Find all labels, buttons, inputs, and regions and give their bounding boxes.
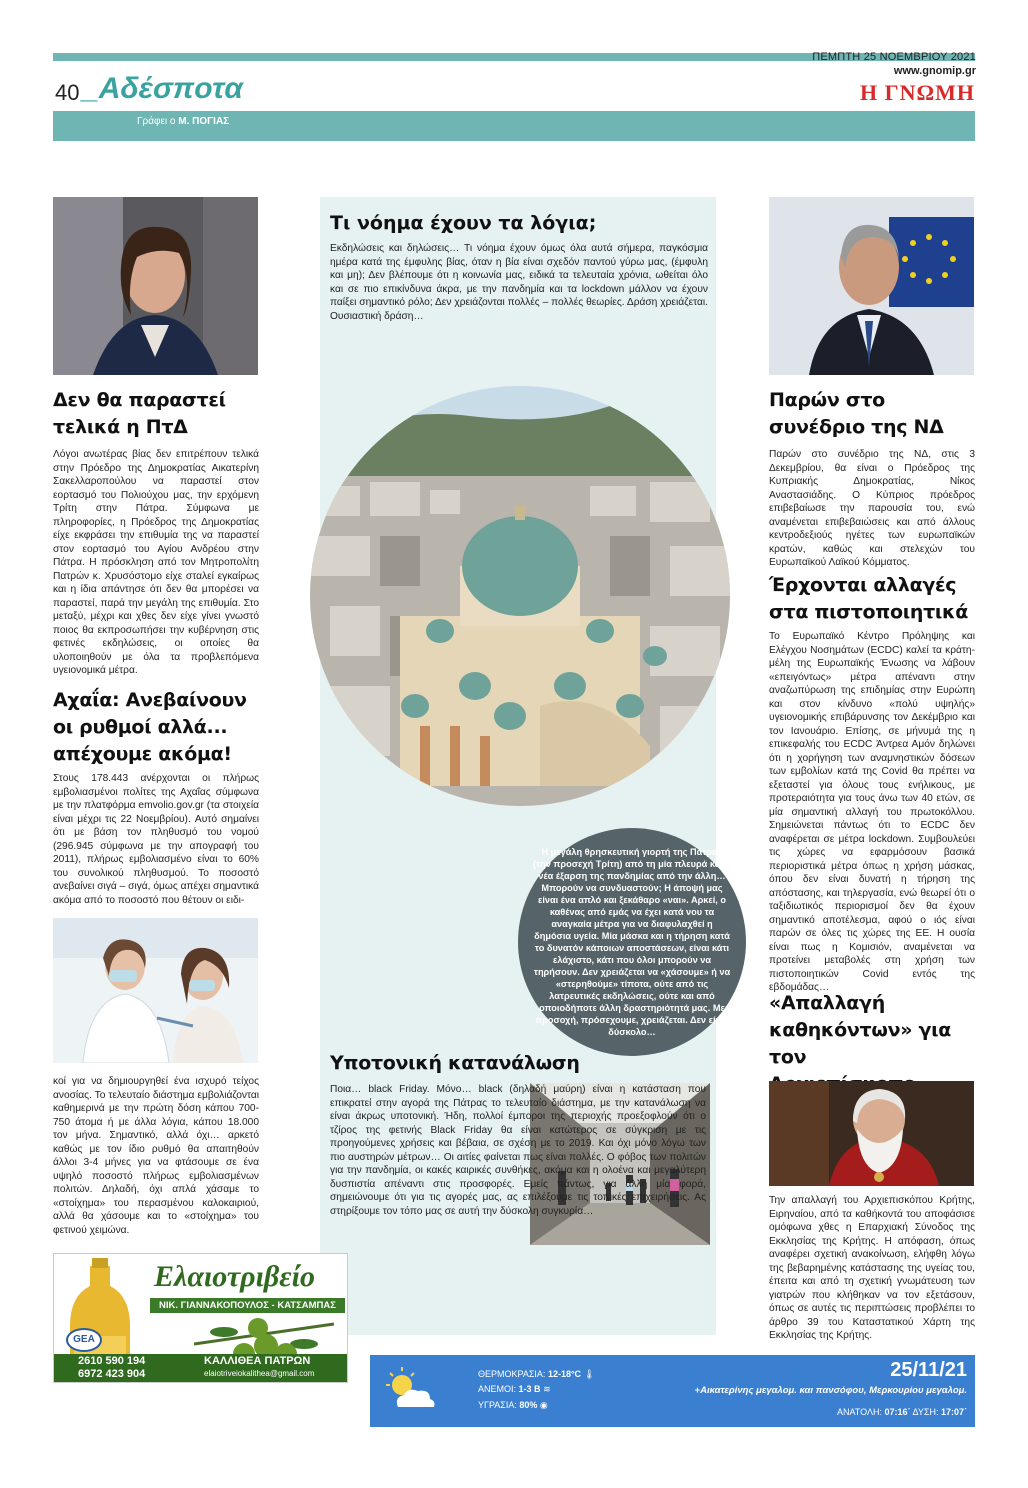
byline-author: Μ. ΠΟΓΙΑΣ bbox=[178, 116, 230, 127]
wind-label: ΑΝΕΜΟΙ: bbox=[478, 1384, 517, 1394]
headline-line: καθηκόντων» για τον bbox=[769, 1019, 951, 1068]
article-congress-headline bbox=[769, 387, 979, 441]
headline-line: Δεν θα παραστεί bbox=[53, 389, 226, 411]
article-achaia-headline bbox=[53, 687, 268, 768]
article-consumption-body: Ποια… black Friday. Μόνο… black (δηλαδή μαύρη) είναι η κατάσταση που επικρατεί στην αγορά της Πάτρας το τελευταίο διάστημα, με την κατανάλωση να είναι άκρως υποτονική. Ήδη, πολλοί έμποροι της περιοχής προεξοφλούν ότι ο τζίρος της φετινής Black Friday θα είναι κατώτερος σε σύγκριση με τις προηγούμενες χρήσεις και βέβαια, σε σχέση με το 2019. Και όχι μόνο λόγω των πιο αυστηρών μέτρων… Οι αιτίες φαίνεται πως είναι πολλές. Ο φόβος των πολιτών για την πανδημία, οι κακές καιρικές συνθήκες, ακόμα και η ολοένα και μεγαλύτερη δυσπιστία απέναντι στις προσφορές. Εμείς πάντως, για άλλη μία φορά, σημειώνουμε ότι για τις αγορές μας, ας επιλέξουμε τις τοπικές επιχειρήσεις. Ας στηρίξουμε τον τόπο μας σε αυτή την δύσκολη συγκυρία… bbox=[330, 1084, 706, 1217]
ad-owners: ΝΙΚ. ΓΙΑΝΝΑΚΟΠΟΥΛΟΣ - ΚΑΤΣΑΜΠΑΣ bbox=[150, 1298, 345, 1313]
ad-email[interactable]: elaiotriveiokalithea@gmail.com bbox=[204, 1369, 315, 1378]
humidity-label: ΥΓΡΑΣΙΑ: bbox=[478, 1400, 517, 1410]
headline-line: «Απαλλαγή bbox=[769, 992, 885, 1014]
headline-line: οι ρυθμοί αλλά... bbox=[53, 716, 228, 738]
article-certificates-body: Το Ευρωπαϊκό Κέντρο Πρόληψης και Ελέγχου Νοσημάτων (ECDC) καλεί τα κράτη-μέλη της Ευρωπαϊκής Ένωσης να λάβουν «επειγόντως» μέτρα απέναντι στην αναζωπύρωση της επιδημίας στην Ευρώπη και στον κίνδυνο «πολύ υψηλής» υγειονομικής επιβάρυνσης τον Δεκέμβριο και τον Ιανουάριο. Επίσης, σε μήνυμά της η επικεφαλής του ECDC Άντρεα Αμόν δηλώνει ότι η χορήγηση των αναμνηστικών δόσεων των εμβολίων κατά της Covid θα πρέπει να εξεταστεί για όλους τους ενήλικους, με προτεραιότητα για τους άνω των 40 ετών, σε μία σημαντική αλλαγή του πρωτοκόλλου. Σημειώνεται πάντως ότι το ECDC δεν αναφέρεται σε μέτρα lockdown. Συμβουλεύει τις χώρες να εφαρμόσουν βασικά περιοριστικά μέτρα όπως η χρήση μάσκας, όπου δεν είναι δυνατή η τήρηση της απόστασης, και τηλεργασία, ενώ θεωρεί ότι ο ταξιδιωτικός περιορισμοί δεν θα έχουν σημαντικό αποτέλεσμα, αφού ο ιός είναι παρών σε όλες τις χώρες της ΕΕ. Η ουσία είναι πως η Κομισιόν, αναμένεται να προτείνει μεταβολές στη χρήση των πιστοποιητικών Covid εντός της εβδομάδας… bbox=[769, 631, 975, 993]
weather-temperature bbox=[478, 1369, 595, 1380]
sun-times bbox=[837, 1407, 967, 1417]
vaccination-photo bbox=[53, 918, 258, 1063]
article-achaia-body-part2: κοί για να δημιουργηθεί ένα ισχυρό τείχος ανοσίας. Το τελευταίο διάστημα εμβολιάζονται καθημερινά με την πρώτη δόση κάπου 700-750 άτομα ή με άλλα λόγια, κάπου 18.000 τον μήνα. Σημαντικό, αλλά όχι… αρκετό καθώς με τον ίδιο ρυθμό θα απαιτηθούν άλλοι 3-4 μήνες για να φτάσουμε σε ένα υψηλό ποσοστό πλήρως εμβολιασμένων πολιτών. Δηλαδή, όχι απλά χάσαμε το «στοίχημα» του περασμένου καλοκαιριού, αλλά θα χάσουμε και το «στοίχημα» του φετινού χειμώνα. bbox=[53, 1076, 259, 1236]
sunset-label: ΔΥΣΗ: bbox=[912, 1407, 939, 1417]
temp-value: 12-18°C bbox=[547, 1369, 582, 1379]
partly-cloudy-icon bbox=[380, 1365, 440, 1415]
ad-contact-box bbox=[54, 1354, 347, 1382]
archbishop-photo bbox=[769, 1081, 974, 1186]
article-words-body: Εκδηλώσεις και δηλώσεις… Τι νόημα έχουν όμως όλα αυτά σήμερα, παγκόσμια ημέρα κατά της έμφυλης βίας, όταν η βία είναι σχεδόν παντού γύρω μας, (έμφυλη και μη); Δεν βλέπουμε ότι η κοινωνία μας, ειδικά τα τελευταία χρόνια, ωθείται όλο και σε πιο επικίνδυνα άκρα, με την πανδημία και τα lockdown μάλλον να έχουν παίξει σημαντικό ρόλο; Δεν χρειάζονται πολλές – πολλές θεωρίες. Δράση χρειάζεται. Ουσιαστική δράση… bbox=[330, 243, 708, 322]
sunrise-label: ΑΝΑΤΟΛΗ: bbox=[836, 1407, 882, 1417]
humidity-icon: ◉ bbox=[539, 1400, 548, 1410]
headline-line: στα πιστοποιητικά bbox=[769, 601, 968, 623]
weather-humidity bbox=[478, 1400, 548, 1411]
gea-badge bbox=[66, 1328, 102, 1352]
byline-prefix: Γράφει ο bbox=[137, 116, 176, 127]
headline-line: συνέδριο της ΝΔ bbox=[769, 416, 944, 438]
ad-brand: Ελαιοτριβείο bbox=[154, 1260, 315, 1293]
headline-line: Παρών στο bbox=[769, 389, 885, 411]
weather-date: 25/11/21 bbox=[890, 1359, 967, 1381]
editorial-bubble bbox=[518, 828, 746, 1056]
section-title-text: Αδέσποτα bbox=[98, 72, 243, 105]
president-photo bbox=[53, 197, 258, 375]
humidity-value: 80% bbox=[519, 1400, 538, 1410]
temp-label: ΘΕΡΜΟΚΡΑΣΙΑ: bbox=[478, 1369, 546, 1379]
olive-mill-advertisement[interactable] bbox=[53, 1253, 348, 1383]
headline-line: Έρχονται αλλαγές bbox=[769, 574, 957, 596]
name-days: +Αικατερίνης μεγαλομ. και πανσόφου, Μερκουρίου μεγαλομ. bbox=[694, 1385, 967, 1396]
wind-icon: ≋ bbox=[543, 1384, 551, 1394]
section-title: _Αδέσποτα bbox=[82, 72, 243, 105]
ad-location: ΚΑΛΛΙΘΕΑ ΠΑΤΡΩΝ bbox=[204, 1355, 311, 1367]
weather-box bbox=[370, 1355, 975, 1427]
article-consumption-headline: Υποτονική κατανάλωση bbox=[330, 1052, 580, 1074]
page-number: 40 bbox=[55, 80, 80, 105]
newspaper-logo: Η ΓΝΩΜΗ bbox=[860, 80, 975, 105]
anastasiades-photo bbox=[769, 197, 974, 375]
article-congress-body: Παρών στο συνέδριο της ΝΔ, στις 3 Δεκεμβρίου, θα είναι ο Πρόεδρος της Κυπριακής Δημοκρατίας, Νίκος Αναστασιάδης. Ο Κύπριος πρόεδρος επιβεβαίωσε την παρουσία του, ενώ αναμένεται επιβεβαιώσεις και από άλλους κεντροδεξιούς ηγέτες των ευρωπαϊκών κρατών, καθώς και στελεχών του Ευρωπαϊκού Λαϊκού Κόμματος. bbox=[769, 449, 975, 568]
article-certificates-headline bbox=[769, 572, 984, 626]
wind-value: 1-3 Β bbox=[518, 1384, 541, 1394]
byline bbox=[137, 116, 229, 127]
bubble-text: Η μεγάλη θρησκευτική γιορτή της Πάτρας (την προσεχή Τρίτη) από τη μία πλευρά και η νέα έξαρση της πανδημίας από την άλλη… Μπορούν να συνδυαστούν; Η άποψή μας είναι ένα απλό και ξεκάθαρο «ναι». Αρκεί, ο καθένας από εμάς να έχει κατά νου τα αναγκαία μέτρα για να διαφυλαχθεί η δημόσια υγεία. Μία μάσκα και η τήρηση κατά το δυνατόν κάποιων αποστάσεων, είναι κάτι ελάχιστο, κάτι που όλοι μπορούν να τηρήσουν. Δεν χρειάζεται να «χάσουμε» ή να «στερηθούμε» τίποτα, ούτε από τις λατρευτικές εκδηλώσεις, ούτε και από οποιοδήποτε άλλη δραστηριότητά μας. Με προσοχή, πρόσεχουμε, χρειάζεται. Δεν είναι δύσκολο… bbox=[532, 847, 732, 1037]
sunrise-value: 07:16΄ bbox=[884, 1407, 911, 1417]
article-words-headline: Τι νόημα έχουν τα λόγια; bbox=[330, 212, 597, 234]
gea-badge-text: GEA bbox=[73, 1334, 95, 1345]
cathedral-photo bbox=[310, 386, 730, 806]
headline-line: απέχουμε ακόμα! bbox=[53, 743, 232, 765]
article-ptd-body: Λόγοι ανωτέρας βίας δεν επιτρέπουν τελικά στην Πρόεδρο της Δημοκρατίας Αικατερίνη Σακελλαροπούλου να παραστεί στον εορτασμό του Πολιούχου μας, την ερχόμενη Τρίτη στην Πάτρα. Σύμφωνα με πληροφορίες, η Πρόεδρος της Δημοκρατίας είχε εκφράσει την επιθυμία της να παραστεί στον εορτασμό του Αγίου Ανδρέου στην Πάτρα. Η πρόσκληση από τον Μητροπολίτη Πατρών κ. Χρυσόστομο είχε σταλεί εγκαίρως και η ίδια απάντησε ότι δεν θα μπορέσει να παραστεί, παρά την μεγάλη της επιθυμία. Στο μεταξύ, μέχρι και χθες δεν είχε γίνει γνωστό ποιος θα εκπροσωπήσει την κυβέρνηση στις φετινές εκδηλώσεις, οι οποίες θα υλοποιηθούν με όλα τα προβλεπόμενα υγειονομικά μέτρα. bbox=[53, 449, 259, 676]
article-archbishop-body: Την απαλλαγή του Αρχιεπισκόπου Κρήτης, Ειρηναίου, από τα καθήκοντά του αποφάσισε ομόφωνα χθες η Επαρχιακή Σύνοδος της Εκκλησίας της Κρήτης. Η απόφαση, όπως αναφέρει σχετική ανακοίνωση, ελήφθη λόγω της βεβαρημένης κατάστασης της υγείας του, έπειτα και από τη σχετική γνωμάτευση των γιατρών που κλήθηκαν να τον εξετάσουν, όπως σε αυτές τις περιπτώσεις προβλέπει το άρθρο 39 του Καταστατικού Χάρτη της Εκκλησίας της Κρήτης. bbox=[769, 1195, 975, 1341]
article-ptd-headline bbox=[53, 387, 263, 441]
article-achaia-body-part1: Στους 178.443 ανέρχονται οι πλήρως εμβολιασμένοι πολίτες της Αχαΐας σύμφωνα με την πλατφόρμα emvolio.gov.gr (τα στοιχεία είναι μέχρι τις 22 Νοεμβρίου). Αυτό σημαίνει ότι με βάση τον πληθυσμό του νομού (296.945 σύμφωνα με την απογραφή του 2011), πλήρως εμβολιασμένο είναι το 60% του συνολικού πληθυσμού. Το ποσοστό ανεβαίνει σιγά – σιγά, όμως απέχει σημαντικά ακόμα από το ποσοστό που θέτουν οι ειδι- bbox=[53, 773, 259, 906]
ad-phone-1[interactable]: 2610 590 194 bbox=[78, 1355, 146, 1367]
sunset-value: 17:07΄ bbox=[940, 1407, 967, 1417]
issue-date: ΠΕΜΠΤΗ 25 ΝΟΕΜΒΡΙΟΥ 2021 bbox=[812, 51, 976, 63]
headline-line: Αχαΐα: Ανεβαίνουν bbox=[53, 689, 247, 711]
thermometer-icon: 🌡 bbox=[583, 1369, 596, 1379]
headline-line: τελικά η ΠτΔ bbox=[53, 416, 188, 438]
website-url[interactable]: www.gnomip.gr bbox=[893, 65, 976, 77]
weather-wind bbox=[478, 1384, 551, 1395]
ad-phone-2[interactable]: 6972 423 904 bbox=[78, 1368, 146, 1380]
